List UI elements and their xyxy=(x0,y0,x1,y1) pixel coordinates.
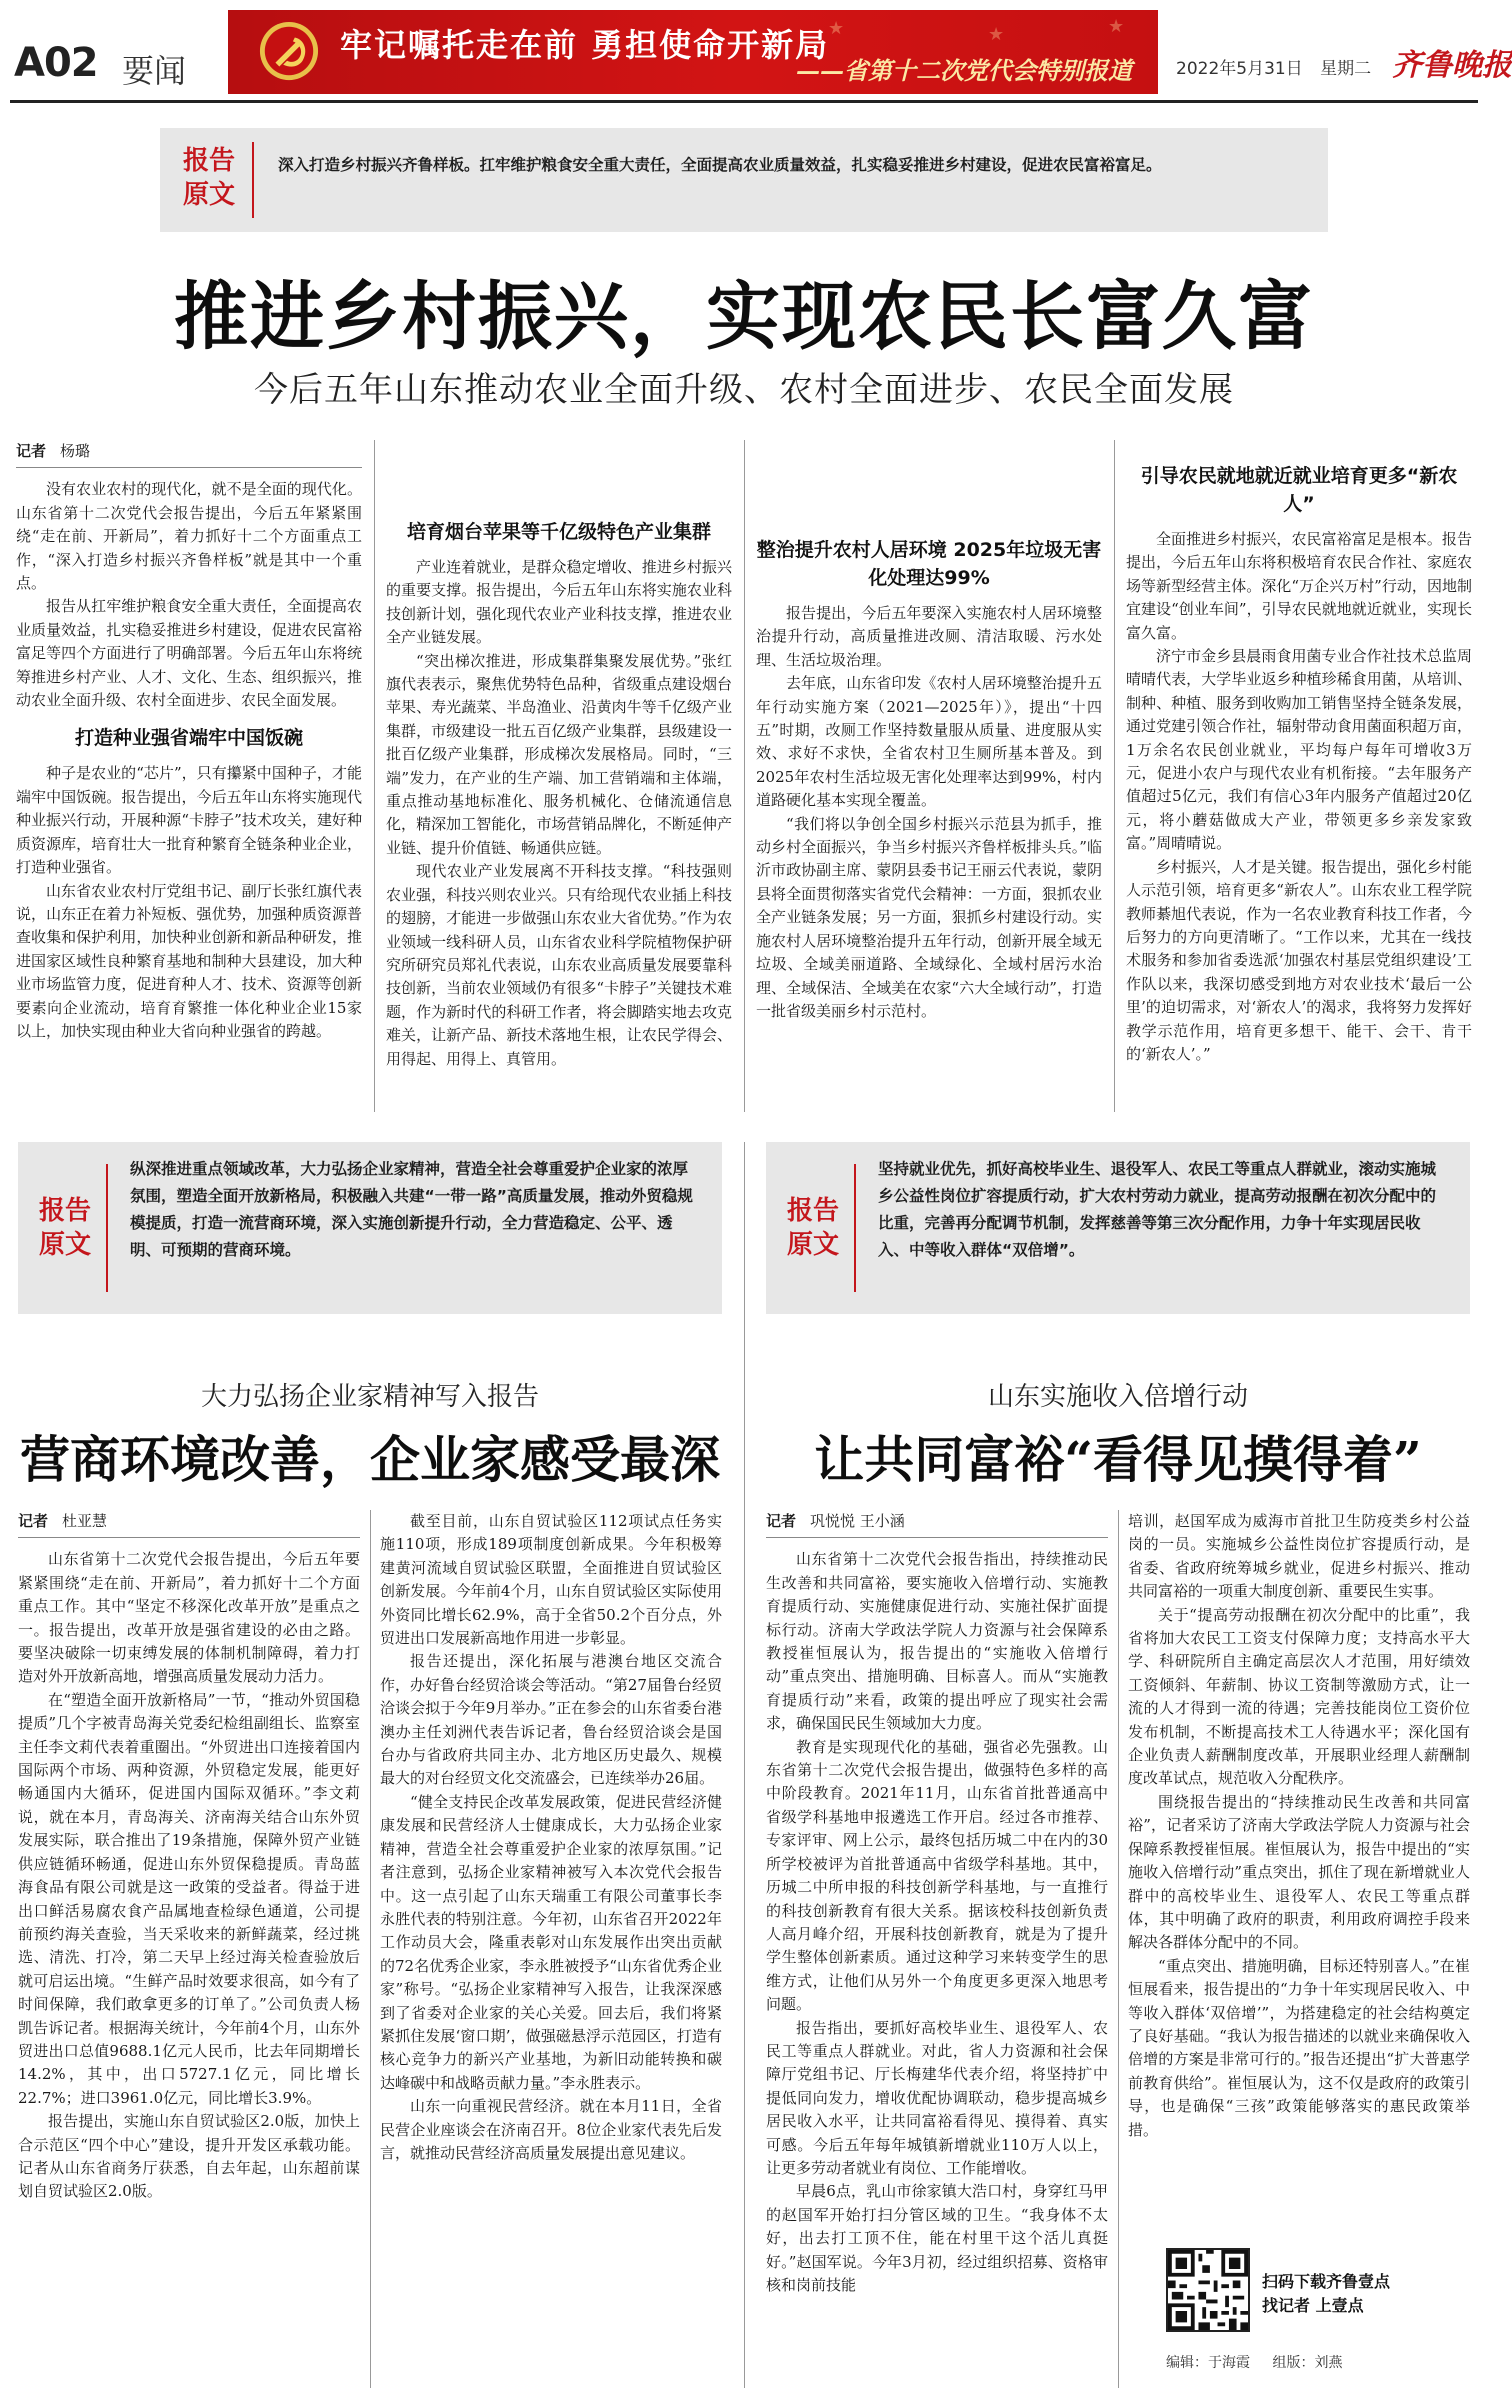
paragraph: 报告提出，实施山东自贸试验区2.0版，加快上合示范区“四个中心”建设，提升开发区承载功能。记者从山东省商务厅获悉，自去年起，山东超前谋划自贸试验区2.0版。 xyxy=(18,2112,360,2201)
paragraph: 山东省农业农村厅党组书记、副厅长张红旗代表说，山东正在着力补短板、强优势，加强种质资源普查收集和保护利用，加快种业创新和新品种研发，推进国家区域性良种繁育基地和制种大县建设，加大种业市场监管力度，促进育种人才、技术、资源等创新要素向企业流动，培育育繁推一体化种业企业15家以上，加快实现由种业大省向种业强省的跨越。 xyxy=(16,881,362,1040)
quote-divider xyxy=(106,1164,108,1292)
paragraph: 山东省第十二次党代会报告指出，持续推动民生改善和共同富裕，要实施收入倍增行动、实施教育提质行动、实施健康促进行动、实施社保扩面提标行动。济南大学政法学院人力资源与社会保障系教授崔恒展认为，报告提出的“实施收入倍增行动”重点突出、措施明确、目标喜人。而从“实施教育提质行动”来看，政策的提出呼应了现实社会需求，确保国民民生领域加大力度。 xyxy=(766,1550,1108,1733)
column-rule xyxy=(744,440,745,1112)
paragraph: 报告从扛牢维护粮食安全重大责任，全面提高农业质量效益，扎实稳妥推进乡村建设，促进农民富裕富足等四个方面进行了明确部署。今后五年山东将统筹推进乡村产业、人才、文化、生态、组织振兴，推动农业全面升级、农村全面进步、农民全面发展。 xyxy=(16,597,362,710)
paragraph: 关于“提高劳动报酬在初次分配中的比重”，我省将加大农民工工资支付保障力度；支持高水平大学、科研院所自主确定高层次人才范围，用好绩效工资倾斜、年薪制、协议工资制等激励方式，让一流的人才得到一流的待遇；完善技能岗位工资价位发布机制，不断提高技术工人待遇水平；深化国有企业负责人薪酬制度改革，开展职业经理人薪酬制度改革试点，规范收入分配秩序。 xyxy=(1128,1605,1470,1788)
banner-subtitle: ——省第十二次党代会特别报道 xyxy=(796,56,1132,85)
banner-title: 牢记嘱托走在前 勇担使命开新局 xyxy=(340,26,830,64)
byline: 记者 杨璐 xyxy=(16,440,362,468)
designer-name: 组版：刘燕 xyxy=(1272,2355,1343,2371)
quote-text: 坚持就业优先，抓好高校毕业生、退役军人、农民工等重点人群就业，滚动实施城乡公益性岗位扩容提质行动，扩大农村劳动力就业，提高劳动报酬在初次分配中的比重，完善再分配调节机制，发挥慈善等第三次分配作用，力争十年实现居民收入、中等收入群体“双倍增”。 xyxy=(878,1160,1437,1259)
issue-weekday: 星期二 xyxy=(1320,59,1372,79)
reporter-name: 巩悦悦 王小涵 xyxy=(810,1512,905,1530)
special-report-banner xyxy=(228,10,1158,94)
paragraph: 现代农业产业发展离不开科技支撑。“科技强则农业强，科技兴则农业兴。只有给现代农业插上科技的翅膀，才能进一步做强山东农业大省优势。”作为农业领域一线科研人员，山东省农业科学院植物保护研究所研究员郑礼代表说，山东农业高质量发展要靠科技创新，当前农业领域仍有很多“卡脖子”关键技术难题，作为新时代的科研工作者，将会脚踏实地去攻克难关，让新产品、新技术落地生根，让农民学得会、用得起、用得上、真管用。 xyxy=(386,862,732,1068)
right-story-headline: 让共同富裕“看得见摸得着” xyxy=(814,1430,1422,1489)
paragraph: 种子是农业的“芯片”，只有攥紧中国种子，才能端牢中国饭碗。报告提出，今后五年山东将实施现代种业振兴行动，开展种源“卡脖子”技术攻关，建好种质资源库，培育壮大一批育种繁育全链条种业企业，打造种业强省。 xyxy=(16,764,362,877)
story-divider xyxy=(744,1142,745,2388)
paragraph: 去年底，山东省印发《农村人居环境整治提升五年行动实施方案（2021—2025年）》，提出“十四五”时期，改厕工作坚持数量服从质量、进度服从实效、求好不求快，全省农村卫生厕所基本普及。到2025年农村生活垃圾无害化处理率达到99%，村内道路硬化基本实现全覆盖。 xyxy=(756,674,1102,810)
paragraph: 全面推进乡村振兴，农民富裕富足是根本。报告提出，今后五年山东将积极培育农民合作社、家庭农场等新型经营主体。深化“万企兴万村”行动，因地制宜建设“创业车间”，引导农民就地就近就业，实现长富久富。 xyxy=(1126,530,1472,642)
subhead: 整治提升农村人居环境 2025年垃圾无害化处理达99% xyxy=(756,539,1102,589)
quote-divider xyxy=(854,1164,856,1292)
right-story-kicker: 山东实施收入倍增行动 xyxy=(987,1382,1248,1412)
masthead-divider xyxy=(10,100,1478,103)
paragraph: 截至目前，山东自贸试验区112项试点任务实施110项，形成189项制度创新成果。今年积极筹建黄河流域自贸试验区联盟，全面推进自贸试验区创新发展。今年前4个月，山东自贸试验区实际使用外资同比增长62.9%，高于全省50.2个百分点，外贸进出口发展新高地作用进一步彰显。 xyxy=(380,1512,722,1648)
right-story-column-2 xyxy=(1128,1510,1470,2234)
masthead xyxy=(0,0,1512,98)
newspaper-name: 齐鲁晚报 xyxy=(1392,48,1512,83)
paragraph: 山东省第十二次党代会报告提出，今后五年要紧紧围绕“走在前、开新局”，着力抓好十二个方面重点工作。其中“坚定不移深化改革开放”是重点之一。报告提出，改革开放是强省建设的必由之路。要坚决破除一切束缚发展的体制机制障碍，着力打造对外开放新高地，增强高质量发展动力活力。 xyxy=(18,1550,360,1686)
subhead: 引导农民就地就近就业培育更多“新农人” xyxy=(1140,465,1458,515)
page-number: A02 xyxy=(14,40,98,86)
editor-credits xyxy=(1166,2352,1360,2372)
reporter-name: 杨璐 xyxy=(60,442,91,460)
quote-label: 报告原文 xyxy=(786,1196,839,1260)
left-story-column-1 xyxy=(18,1510,360,2388)
subhead: 培育烟台苹果等千亿级特色产业集群 xyxy=(406,521,711,543)
paragraph: 产业连着就业，是群众稳定增收、推进乡村振兴的重要支撑。报告提出，今后五年山东将实施农业科技创新计划，强化现代农业产业科技支撑，推进农业全产业链发展。 xyxy=(386,558,732,647)
qr-caption: 扫码下载齐鲁壹点 找记者 上壹点 xyxy=(1262,2272,1391,2315)
quote-text: 纵深推进重点领域改革，大力弘扬企业家精神，营造全社会尊重爱护企业家的浓厚氛围，塑造全面开放新格局，积极融入共建“一带一路”高质量发展，推动外贸稳规模提质，打造一流营商环境，深入实施创新提升行动，全力营造稳定、公平、透明、可预期的营商环境。 xyxy=(130,1160,693,1259)
lead-column-4 xyxy=(1126,440,1472,1112)
section-name: 要闻 xyxy=(122,52,187,90)
party-emblem-icon xyxy=(258,20,320,82)
banner-star-icon: ★ xyxy=(828,18,845,39)
subhead: 打造种业强省端牢中国饭碗 xyxy=(74,727,303,750)
paragraph: 乡村振兴，人才是关键。报告提出，强化乡村能人示范引领，培育更多“新农人”。山东农业工程学院教师綦旭代表说，作为一名农业教育科技工作者，今后努力的方向更清晰了。“工作以来，尤其在一线技术服务和参加省委选派‘加强农村基层党组织建设’工作队以来，我深切感受到地方对农业技术‘最后一公里’的迫切需求，对‘新农人’的渴求，我将努力发挥好教学示范作用，培育更多想干、能干、会干、肯干的‘新农人’。” xyxy=(1126,857,1472,1063)
byline: 记者 杜亚慧 xyxy=(18,1510,360,1538)
column-rule xyxy=(374,440,375,1112)
paragraph: 培训，赵国军成为威海市首批卫生防疫类乡村公益岗的一员。实施城乡公益性岗位扩容提质行动，是省委、省政府统筹城乡就业，促进乡村振兴、推动共同富裕的一项重大制度创新、重要民生实事。 xyxy=(1128,1512,1470,1601)
paragraph: 围绕报告提出的“持续推动民生改善和共同富裕”，记者采访了济南大学政法学院人力资源与社会保障系教授崔恒展。崔恒展认为，报告中提出的“实施收入倍增行动”重点突出，抓住了现在新增就业人群中的高校毕业生、退役军人、农民工等重点群体，其中明确了政府的职责，利用政府调控手段来解决各群体分配中的不同。 xyxy=(1128,1792,1470,1952)
lead-column-1 xyxy=(16,440,362,1112)
left-story-headline: 营商环境改善，企业家感受最深 xyxy=(20,1430,720,1489)
paragraph: 早晨6点，乳山市徐家镇大浩口村，身穿红马甲的赵国军开始打扫分管区域的卫生。“我身体不太好，出去打工顶不住，能在村里干这个活儿真挺好。”赵国军说。今年3月初，经过组织招募、资格审核和岗前技能 xyxy=(766,2182,1108,2294)
quote-label: 报告原文 xyxy=(182,146,235,210)
quote-text: 深入打造乡村振兴齐鲁样板。扛牢维护粮食安全重大责任，全面提高农业质量效益，扎实稳妥推进乡村建设，促进农民富裕富足。 xyxy=(278,156,1162,174)
paragraph: “我们将以争创全国乡村振兴示范县为抓手，推动乡村全面振兴，争当乡村振兴齐鲁样板排头兵。”临沂市政协副主席、蒙阴县委书记王丽云代表说，蒙阴县将全面贯彻落实省党代会精神：一方面，狠抓农业全产业链条发展；另一方面，狠抓乡村建设行动。实施农村人居环境整治提升五年行动，创新开展全域无垃圾、全域美丽道路、全域绿化、全域村居污水治理、全域保洁、全域美在农家“六大全域行动”，打造一批省级美丽乡村示范村。 xyxy=(756,814,1102,1020)
left-story-kicker: 大力弘扬企业家精神写入报告 xyxy=(200,1382,539,1412)
paragraph: “突出梯次推进，形成集群集聚发展优势。”张红旗代表表示，聚焦优势特色品种，省级重点建设烟台苹果、寿光蔬菜、半岛渔业、沿黄肉牛等千亿级产业集群，市级建设一批五百亿级产业集群，县级建设一批百亿级产业集群，形成梯次发展格局。同时，“三端”发力，在产业的生产端、加工营销端和主体端，重点推动基地标准化、服务机械化、仓储流通信息化，精深加工智能化，市场营销品牌化，不断延伸产业链、提升价值链、畅通供应链。 xyxy=(386,651,732,857)
banner-star-icon: ★ xyxy=(988,24,1005,45)
paragraph: 报告提出，今后五年要深入实施农村人居环境整治提升行动，高质量推进改厕、清洁取暖、污水处理、生活垃圾治理。 xyxy=(756,604,1102,669)
paragraph: 山东一向重视民营经济。就在本月11日，全省民营企业座谈会在济南召开。8位企业家代表先后发言，就推动民营经济高质量发展提出意见建议。 xyxy=(380,2097,722,2162)
paragraph: 济宁市金乡县晨雨食用菌专业合作社技术总监周晴晴代表，大学毕业返乡种植珍稀食用菌，从培训、制种、种植、服务到收购加工销售坚持全链条发展，通过党建引领合作社，辐射带动食用菌面积超万亩，1万余名农民创业就业，平均每户每年可增收3万元，促进小农户与现代农业有机衔接。“去年服务产值超过5亿元，我们有信心3年内服务产值超过20亿元，将小蘑菇做成大产业，带领更多乡亲发家致富。”周晴晴说。 xyxy=(1126,647,1472,853)
lead-subheadline: 今后五年山东推动农业全面升级、农村全面进步、农民全面发展 xyxy=(254,370,1234,410)
paragraph: “重点突出、措施明确，目标还特别喜人。”在崔恒展看来，报告提出的“力争十年实现居民收入、中等收入群体‘双倍增’”，为搭建稳定的社会结构奠定了良好基础。“我认为报告描述的以就业来确保收入倍增的方案是非常可行的。”报告还提出“扩大普惠学前教育供给”。崔恒展认为，这不仅是政府的政策引导，也是确保“三孩”政策能够落实的惠民政策举措。 xyxy=(1128,1956,1470,2139)
paragraph: 报告指出，要抓好高校毕业生、退役军人、农民工等重点人群就业。对此，省人力资源和社会保障厅党组书记、厅长梅建华代表介绍，将坚持扩中提低同向发力，增收优配协调联动，稳步提高城乡居民收入水平，让共同富裕看得见、摸得着、真实可感。今后五年每年城镇新增就业110万人以上，让更多劳动者就业有岗位、工作能增收。 xyxy=(766,2018,1108,2177)
editor-name: 编辑：于海霞 xyxy=(1166,2355,1250,2371)
lead-column-3 xyxy=(756,440,1102,1112)
left-story-column-2 xyxy=(380,1510,722,2388)
column-rule xyxy=(1118,1510,1119,2388)
paragraph: 在“塑造全面开放新格局”一节，“推动外贸国稳提质”几个字被青岛海关党委纪检组副组长、监察室主任李文莉代表着重圈出。“外贸进出口连接着国内国际两个市场、两种资源，外贸稳定发展，能更好畅通国内大循环，促进国内国际双循环。”李文莉说，就在本月，青岛海关、济南海关结合山东外贸发展实际，联合推出了19条措施，保障外贸产业链供应链循环畅通，促进山东外贸保稳提质。青岛蓝海食品有限公司就是这一政策的受益者。得益于进出口鲜活易腐农食产品属地查检绿色通道，公司提前预约海关查验，当天采收来的新鲜蔬菜，经过挑选、清洗、打冷，第二天早上经过海关检查验放后就可启运出境。“生鲜产品时效要求很高，如今有了时间保障，我们敢拿更多的订单了。”公司负责人杨凯告诉记者。根据海关统计，今年前4个月，山东外贸进出口总值9688.1亿元人民币，比去年同期增长14.2%，其中，出口5727.1亿元，同比增长22.7%；进口3961.0亿元，同比增长3.9%。 xyxy=(18,1690,360,2107)
dateline xyxy=(1176,54,1383,79)
paragraph: “健全支持民企改革发展政策，促进民营经济健康发展和民营经济人士健康成长，大力弘扬企业家精神，营造全社会尊重爱护企业家的浓厚氛围。”记者注意到，弘扬企业家精神被写入本次党代会报告中。这一点引起了山东天瑞重工有限公司董事长李永胜代表的特别注意。今年初，山东省召开2022年工作动员大会，隆重表彰对山东发展作出突出贡献的72名优秀企业家，李永胜被授予“山东省优秀企业家”称号。“弘扬企业家精神写入报告，让我深深感到了省委对企业家的关心关爱。回去后，我们将紧紧抓住发展‘窗口期’，做强磁悬浮示范园区，打造有核心竞争力的新兴产业基地，为新旧动能转换和碳达峰碳中和战略贡献力量。”李永胜表示。 xyxy=(380,1792,722,2092)
qr-code-icon[interactable] xyxy=(1166,2248,1250,2332)
byline: 记者 巩悦悦 王小涵 xyxy=(766,1510,1108,1538)
paragraph: 教育是实现现代化的基础，强省必先强教。山东省第十二次党代会报告提出，做强特色多样的高中阶段教育。2021年11月，山东省首批普通高中省级学科基地申报遴选工作开启。经过各市推荐、专家评审、网上公示，最终包括历城二中在内的30所学校被评为首批普通高中省级学科基地。其中，历城二中所申报的科技创新学科基地，与一直推行的科技创新教育有很大关系。据该校科技创新负责人高月峰介绍，开展科技创新教育，就是为了提升学生整体创新素质。通过这种学习来转变学生的思维方式，让他们从另外一个角度更多更深入地思考问题。 xyxy=(766,1737,1108,2014)
quote-divider xyxy=(252,142,254,218)
column-rule xyxy=(1114,440,1115,1112)
paragraph: 报告还提出，深化拓展与港澳台地区交流合作，办好鲁台经贸洽谈会等活动。“第27届鲁台经贸洽谈会拟于今年9月举办。”正在参会的山东省委台港澳办主任刘洲代表告诉记者，鲁台经贸洽谈会是国台办与省政府共同主办、北方地区历史最久、规模最大的对台经贸文化交流盛会，已连续举办26届。 xyxy=(380,1652,722,1788)
paragraph: 没有农业农村的现代化，就不是全面的现代化。山东省第十二次党代会报告提出，今后五年紧紧围绕“走在前、开新局”，着力抓好十二个方面重点工作，“深入打造乡村振兴齐鲁样板”就是其中一个重点。 xyxy=(16,480,362,593)
report-quote-left xyxy=(18,1142,722,1314)
report-quote-top xyxy=(160,128,1328,232)
right-story-column-1 xyxy=(766,1510,1108,2388)
banner-star-icon: ★ xyxy=(1108,16,1125,37)
report-quote-right xyxy=(766,1142,1470,1314)
reporter-name: 杜亚慧 xyxy=(62,1512,108,1530)
issue-date: 2022年5月31日 xyxy=(1176,59,1303,79)
column-rule xyxy=(370,1510,371,2388)
quote-label: 报告原文 xyxy=(38,1196,91,1260)
lead-column-2 xyxy=(386,440,732,1112)
lead-headline: 推进乡村振兴，实现农民长富久富 xyxy=(174,274,1314,360)
